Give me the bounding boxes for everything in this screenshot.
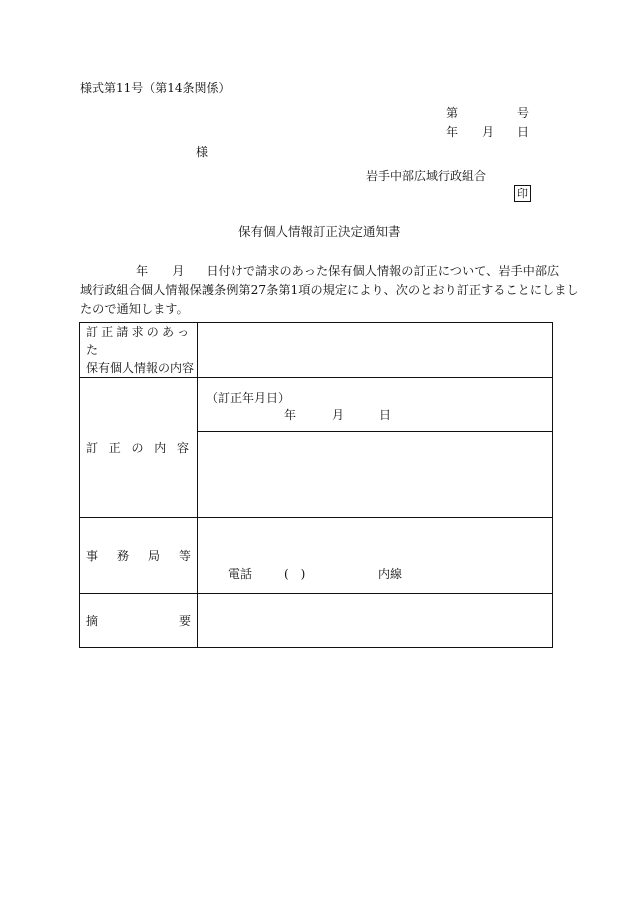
body-line2: 域行政組合個人情報保護条例第27条第1項の規定により、次のとおり訂正することにしまし bbox=[80, 283, 579, 297]
row-requested-info bbox=[80, 323, 553, 378]
label-char: 事 bbox=[86, 549, 99, 563]
label-requested-info-line2: 保有個人情報の内容 bbox=[86, 361, 195, 375]
body-year: 年 bbox=[136, 264, 149, 278]
label-remarks bbox=[80, 594, 198, 648]
cell-requested-info[interactable] bbox=[198, 323, 553, 378]
label-char: 局 bbox=[147, 549, 160, 563]
label-requested-info bbox=[80, 323, 198, 378]
cell-correction-content[interactable] bbox=[198, 432, 553, 518]
label-line1-text: 訂正請求のあった bbox=[86, 325, 193, 357]
label-correction-content-chars bbox=[80, 439, 197, 456]
label-requested-info-line1 bbox=[86, 323, 197, 359]
seal-mark: 印 bbox=[514, 185, 531, 202]
label-char: 摘 bbox=[86, 614, 99, 628]
cell-remarks[interactable] bbox=[198, 594, 553, 648]
correction-day: 日 bbox=[379, 408, 392, 422]
label-office-chars bbox=[80, 547, 197, 564]
body-line3: たので通知します。 bbox=[80, 302, 189, 316]
form-number: 様式第11号（第14条関係） bbox=[80, 81, 231, 95]
correction-month: 月 bbox=[332, 408, 345, 422]
correction-year: 年 bbox=[284, 408, 297, 422]
label-correction-content bbox=[80, 378, 198, 518]
addressee-suffix: 様 bbox=[196, 145, 209, 159]
body-text bbox=[80, 262, 579, 319]
extension-label: 内線 bbox=[378, 567, 403, 581]
phone-paren: ( ) bbox=[284, 567, 306, 581]
label-char: 訂 bbox=[86, 441, 99, 455]
label-remarks-chars bbox=[80, 612, 197, 629]
cell-office[interactable] bbox=[198, 518, 553, 594]
label-char: 務 bbox=[116, 549, 129, 563]
label-char: の bbox=[131, 441, 144, 455]
row-office bbox=[80, 518, 553, 594]
doc-number-suffix: 号 bbox=[517, 106, 530, 120]
label-char: 内 bbox=[154, 441, 167, 455]
body-line1: 日付けで請求のあった保有個人情報の訂正について、岩手中部広 bbox=[206, 264, 560, 278]
issuer-name: 岩手中部広域行政組合 bbox=[366, 169, 487, 183]
row-remarks bbox=[80, 594, 553, 648]
cell-correction-date[interactable] bbox=[198, 378, 553, 432]
date-day: 日 bbox=[517, 125, 530, 139]
label-office bbox=[80, 518, 198, 594]
label-char: 容 bbox=[176, 441, 189, 455]
label-char: 等 bbox=[178, 549, 191, 563]
correction-date-label: （訂正年月日） bbox=[206, 391, 291, 405]
correction-table bbox=[79, 322, 553, 648]
label-char: 要 bbox=[178, 614, 191, 628]
date-year: 年 bbox=[446, 125, 459, 139]
label-char: 正 bbox=[108, 441, 121, 455]
date-month: 月 bbox=[482, 125, 495, 139]
doc-number-prefix: 第 bbox=[446, 106, 459, 120]
row-correction-date bbox=[80, 378, 553, 432]
document-title: 保有個人情報訂正決定通知書 bbox=[238, 224, 401, 239]
body-month: 月 bbox=[172, 264, 185, 278]
phone-label: 電話 bbox=[228, 567, 253, 581]
